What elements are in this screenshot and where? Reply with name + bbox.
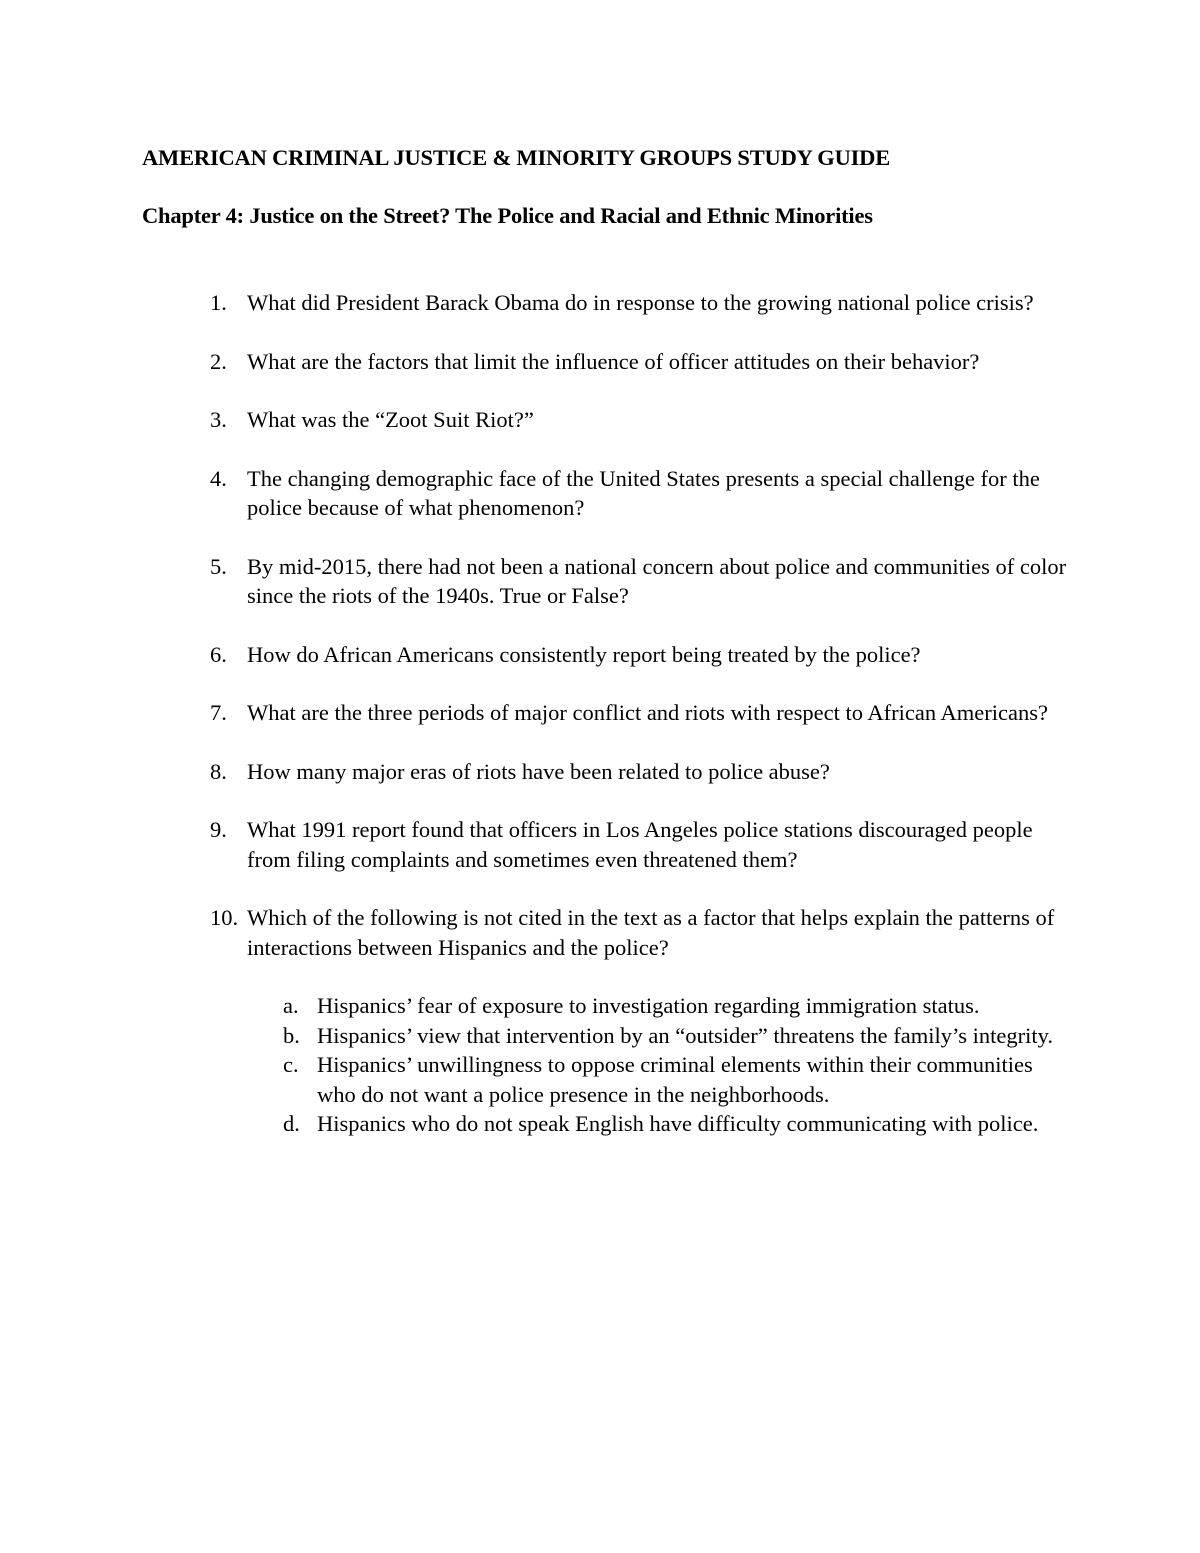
question-item (0, 552, 1067, 611)
question-number: 2. (210, 348, 227, 374)
option-letter: b. (283, 1022, 300, 1048)
question-list (0, 288, 1200, 1168)
answer-option (247, 1021, 1057, 1051)
answer-options (247, 991, 1067, 1139)
question-number: 3. (210, 407, 227, 432)
question-text: What are the factors that limit the influence of officer attitudes on their behavior? (247, 348, 980, 374)
question-text: What did President Barack Obama do in response to the growing national police crisis? (247, 290, 1034, 315)
option-letter: c. (283, 1052, 299, 1077)
option-text: Hispanics who do not speak English have difficulty communicating with police. (317, 1111, 1039, 1136)
question-text: What was the “Zoot Suit Riot?” (247, 407, 534, 432)
question-item (0, 288, 1067, 318)
answer-option (247, 991, 1057, 1021)
question-item (0, 347, 1067, 377)
question-number: 1. (210, 290, 227, 315)
document-title: AMERICAN CRIMINAL JUSTICE & MINORITY GROUPS STUDY GUIDE (142, 145, 891, 170)
question-text: What are the three periods of major conflict and riots with respect to African Americans? (247, 700, 1048, 725)
option-text: Hispanics’ fear of exposure to investigation regarding immigration status. (317, 993, 980, 1018)
answer-option (247, 1050, 1057, 1109)
option-text: Hispanics’ view that intervention by an “outsider” threatens the family’s integrity. (317, 1022, 1054, 1048)
question-number: 5. (210, 553, 227, 579)
option-text: Hispanics’ unwillingness to oppose criminal elements within their communities who do not want a police presence in the neighborhoods. (317, 1052, 1033, 1107)
question-item (0, 757, 1067, 787)
question-text: How many major eras of riots have been related to police abuse? (247, 758, 830, 784)
option-letter: d. (283, 1111, 300, 1136)
question-item (0, 698, 1067, 728)
option-letter: a. (283, 993, 299, 1018)
question-text: By mid-2015, there had not been a national concern about police and communities of color since the riots of the 1940s. True or False? (247, 553, 1067, 608)
question-item (0, 903, 1067, 1139)
question-number: 8. (210, 758, 227, 784)
question-number: 6. (210, 641, 227, 667)
question-item (0, 405, 1067, 435)
question-item (0, 815, 1067, 874)
question-number: 4. (210, 465, 227, 491)
question-text: How do African Americans consistently report being treated by the police? (247, 641, 921, 667)
question-item (0, 464, 1067, 523)
answer-option (247, 1109, 1057, 1139)
question-text: What 1991 report found that officers in Los Angeles police stations discouraged people from filing complaints and sometimes even threatened them? (247, 817, 1033, 872)
question-number: 9. (210, 817, 227, 842)
question-item (0, 640, 1067, 670)
question-number: 7. (210, 700, 227, 725)
question-number: 10. (210, 905, 239, 930)
question-text: Which of the following is not cited in the text as a factor that helps explain the patterns of interactions between Hispanics and the police? (247, 905, 1055, 960)
question-text: The changing demographic face of the United States presents a special challenge for the police because of what phenomenon? (247, 465, 1040, 520)
chapter-heading: Chapter 4: Justice on the Street? The Police and Racial and Ethnic Minorities (142, 203, 873, 228)
